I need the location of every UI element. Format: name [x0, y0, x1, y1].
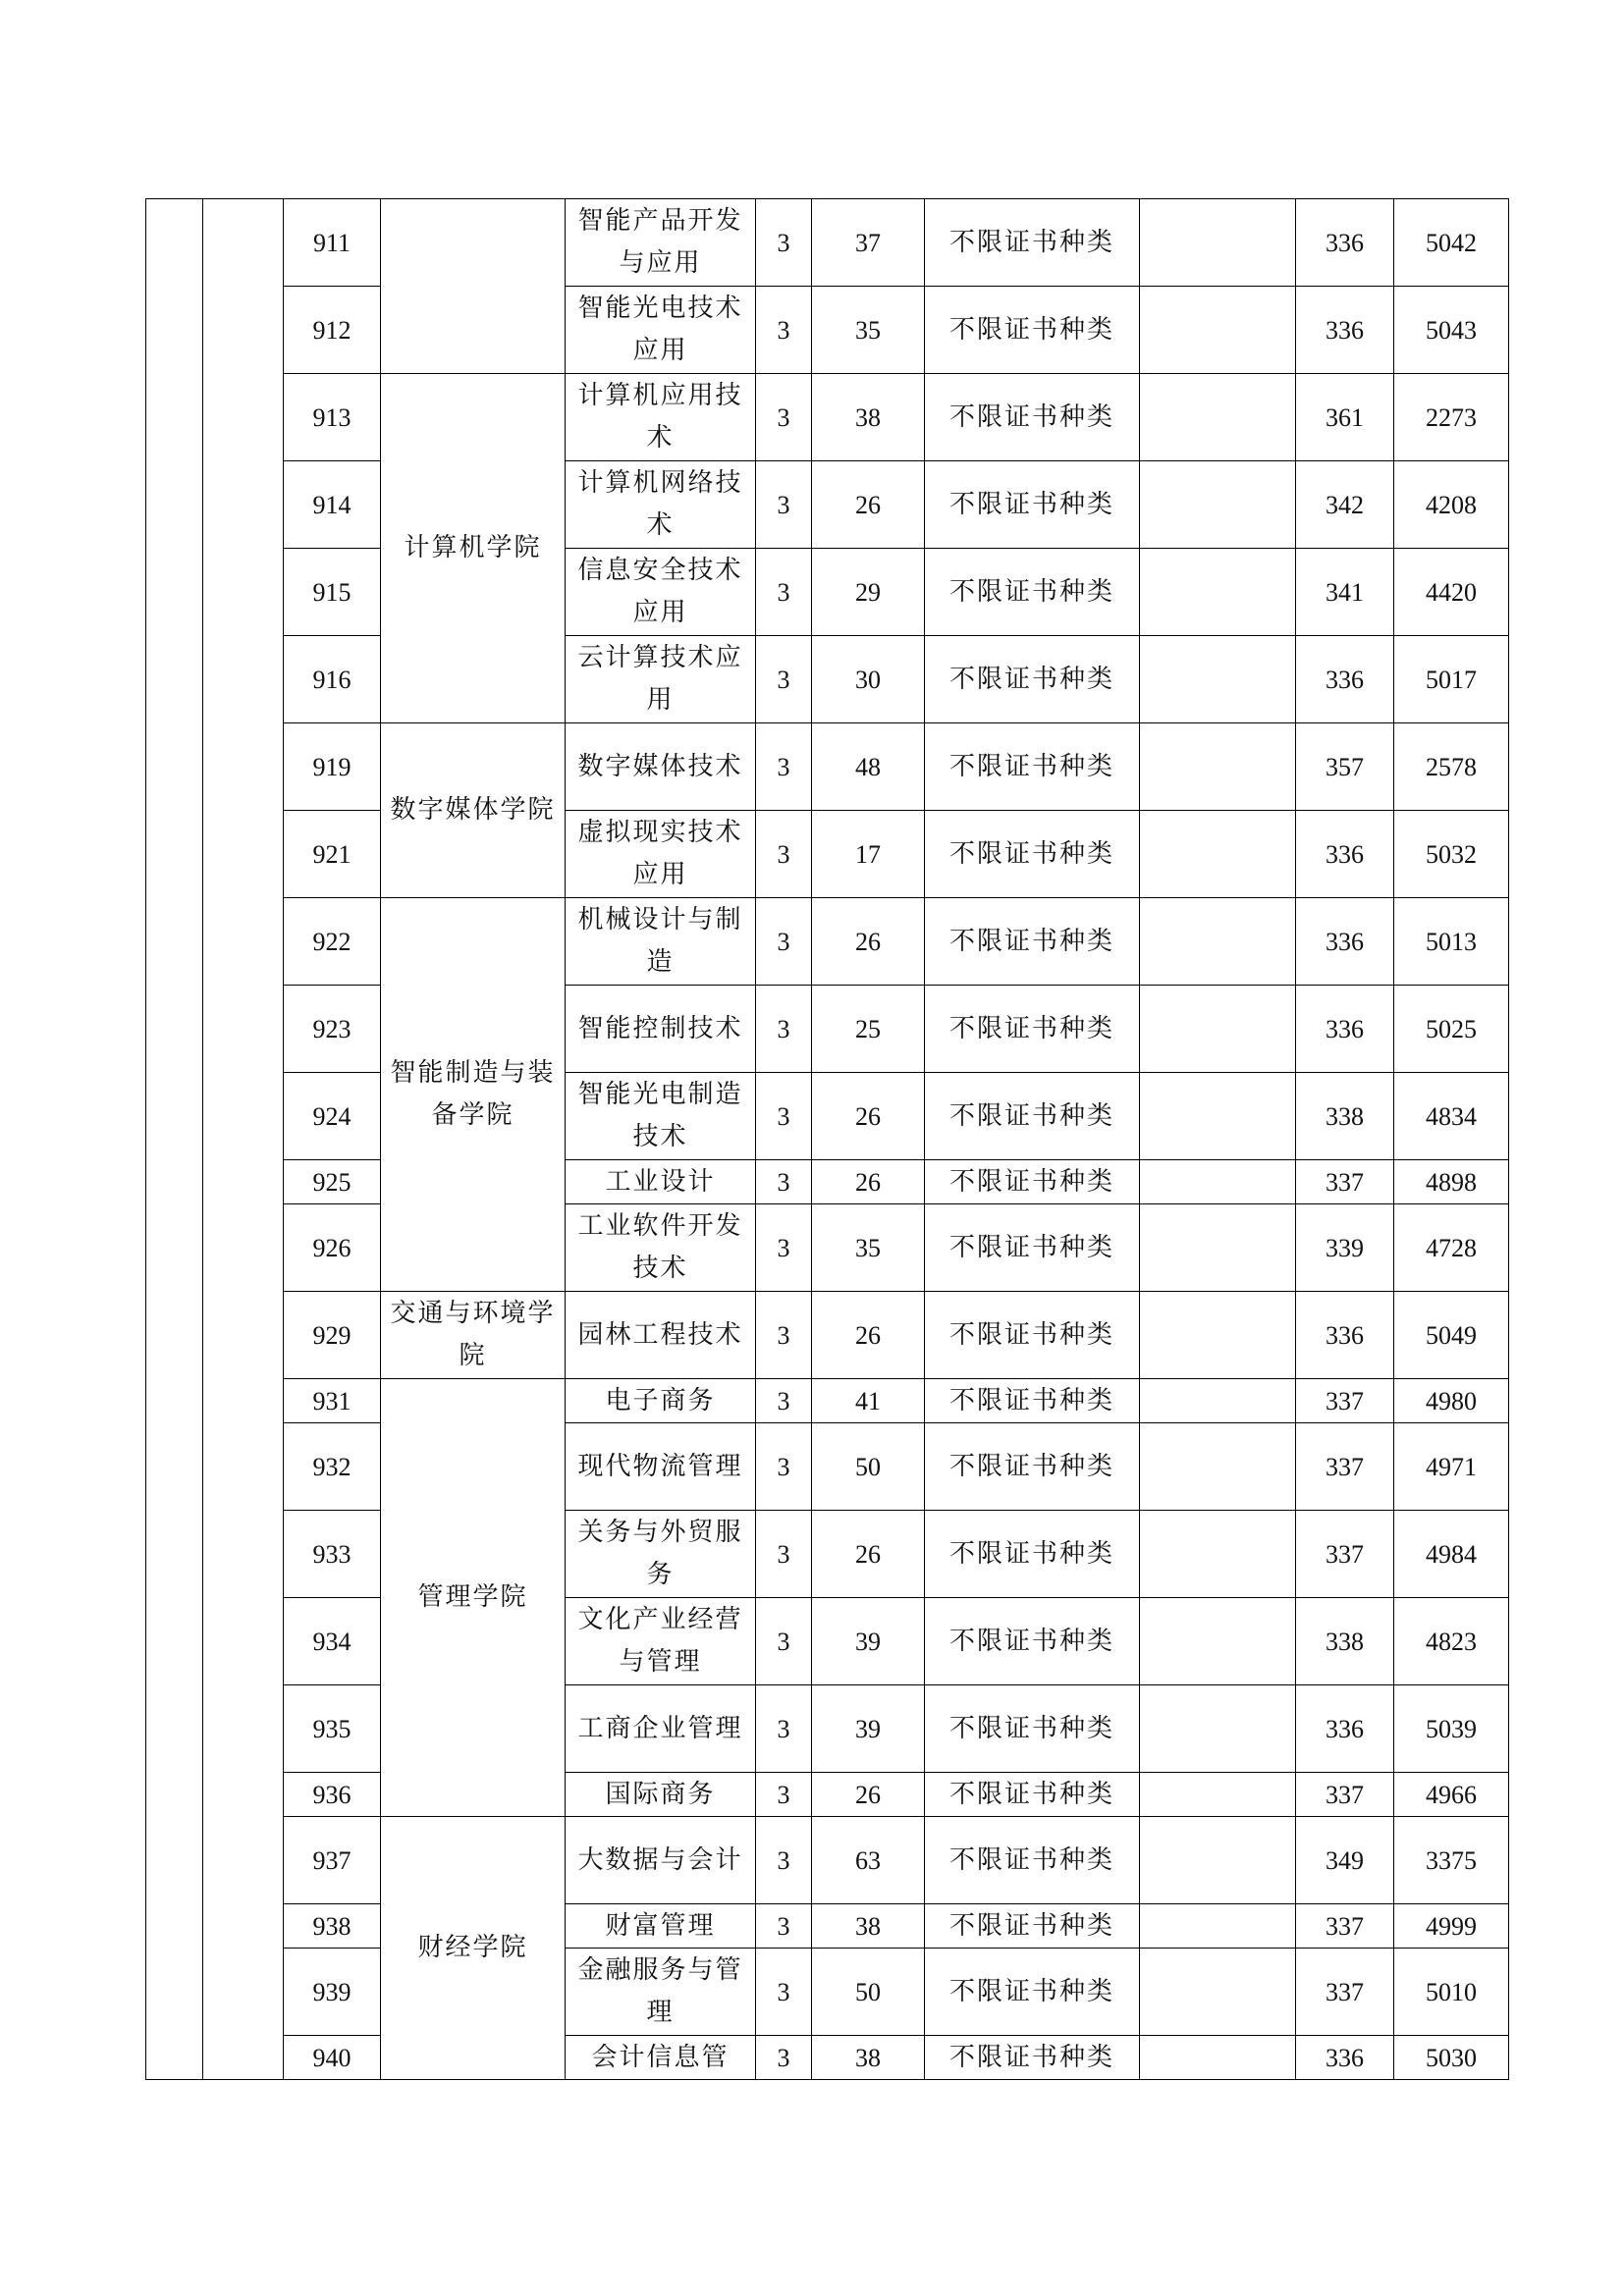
- min-score-cell: 337: [1296, 1423, 1394, 1511]
- certificate-cell: 不限证书种类: [925, 1160, 1140, 1204]
- table-row: [146, 2036, 1509, 2080]
- min-score-cell: 361: [1296, 374, 1394, 461]
- major-name-cell: 智能产品开发与应用: [566, 199, 756, 287]
- major-code-cell: 922: [284, 898, 381, 986]
- min-score-cell: 336: [1296, 287, 1394, 374]
- certificate-cell: 不限证书种类: [925, 2036, 1140, 2080]
- years-cell: 3: [756, 1773, 812, 1817]
- min-score-cell: 338: [1296, 1598, 1394, 1685]
- note-cell: [1140, 1073, 1296, 1160]
- major-code-cell: 923: [284, 986, 381, 1073]
- certificate-cell: 不限证书种类: [925, 1773, 1140, 1817]
- major-code-cell: 914: [284, 461, 381, 549]
- major-name-cell: 金融服务与管理: [566, 1949, 756, 2036]
- min-score-cell: 336: [1296, 986, 1394, 1073]
- major-code-cell: 925: [284, 1160, 381, 1204]
- table-row: [146, 374, 1509, 461]
- min-rank-cell: 4834: [1394, 1073, 1509, 1160]
- min-score-cell: 337: [1296, 1379, 1394, 1423]
- min-score-cell: 337: [1296, 1160, 1394, 1204]
- major-code-cell: 916: [284, 636, 381, 723]
- major-code-cell: 932: [284, 1423, 381, 1511]
- min-rank-cell: 5010: [1394, 1949, 1509, 2036]
- certificate-cell: 不限证书种类: [925, 723, 1140, 811]
- college-cell: [381, 199, 566, 374]
- table-row: [146, 1204, 1509, 1292]
- min-rank-cell: 5032: [1394, 811, 1509, 898]
- major-code-cell: 936: [284, 1773, 381, 1817]
- note-cell: [1140, 1423, 1296, 1511]
- table-row: [146, 1598, 1509, 1685]
- certificate-cell: 不限证书种类: [925, 461, 1140, 549]
- plan-count-cell: 48: [812, 723, 925, 811]
- major-code-cell: 919: [284, 723, 381, 811]
- plan-count-cell: 50: [812, 1423, 925, 1511]
- years-cell: 3: [756, 199, 812, 287]
- min-rank-cell: 2273: [1394, 374, 1509, 461]
- certificate-cell: 不限证书种类: [925, 1073, 1140, 1160]
- note-cell: [1140, 1160, 1296, 1204]
- major-code-cell: 938: [284, 1904, 381, 1949]
- note-cell: [1140, 1511, 1296, 1598]
- major-name-cell: 机械设计与制造: [566, 898, 756, 986]
- certificate-cell: 不限证书种类: [925, 1511, 1140, 1598]
- min-rank-cell: 4971: [1394, 1423, 1509, 1511]
- note-cell: [1140, 898, 1296, 986]
- table-row: [146, 1379, 1509, 1423]
- certificate-cell: 不限证书种类: [925, 811, 1140, 898]
- min-score-cell: 336: [1296, 2036, 1394, 2080]
- years-cell: 3: [756, 1685, 812, 1773]
- note-cell: [1140, 1949, 1296, 2036]
- table-row: [146, 986, 1509, 1073]
- note-cell: [1140, 461, 1296, 549]
- certificate-cell: 不限证书种类: [925, 549, 1140, 636]
- table-row: [146, 811, 1509, 898]
- note-cell: [1140, 1598, 1296, 1685]
- note-cell: [1140, 1817, 1296, 1904]
- plan-count-cell: 63: [812, 1817, 925, 1904]
- table-row: [146, 1292, 1509, 1379]
- note-cell: [1140, 986, 1296, 1073]
- plan-count-cell: 25: [812, 986, 925, 1073]
- blank-cell-a: [146, 199, 203, 2080]
- note-cell: [1140, 374, 1296, 461]
- min-rank-cell: 4420: [1394, 549, 1509, 636]
- certificate-cell: 不限证书种类: [925, 986, 1140, 1073]
- min-rank-cell: 5049: [1394, 1292, 1509, 1379]
- major-name-cell: 现代物流管理: [566, 1423, 756, 1511]
- years-cell: 3: [756, 1817, 812, 1904]
- note-cell: [1140, 199, 1296, 287]
- plan-count-cell: 38: [812, 2036, 925, 2080]
- major-code-cell: 913: [284, 374, 381, 461]
- note-cell: [1140, 1685, 1296, 1773]
- years-cell: 3: [756, 549, 812, 636]
- plan-count-cell: 26: [812, 1773, 925, 1817]
- min-score-cell: 339: [1296, 1204, 1394, 1292]
- certificate-cell: 不限证书种类: [925, 1904, 1140, 1949]
- plan-count-cell: 38: [812, 374, 925, 461]
- min-rank-cell: 5039: [1394, 1685, 1509, 1773]
- note-cell: [1140, 2036, 1296, 2080]
- min-score-cell: 336: [1296, 811, 1394, 898]
- min-rank-cell: 4898: [1394, 1160, 1509, 1204]
- table-row: [146, 199, 1509, 287]
- min-score-cell: 337: [1296, 1904, 1394, 1949]
- plan-count-cell: 26: [812, 1073, 925, 1160]
- years-cell: 3: [756, 1073, 812, 1160]
- plan-count-cell: 39: [812, 1685, 925, 1773]
- min-score-cell: 336: [1296, 199, 1394, 287]
- years-cell: 3: [756, 1160, 812, 1204]
- plan-count-cell: 35: [812, 1204, 925, 1292]
- major-name-cell: 智能光电制造技术: [566, 1073, 756, 1160]
- table-row: [146, 1773, 1509, 1817]
- major-name-cell: 云计算技术应用: [566, 636, 756, 723]
- major-name-cell: 数字媒体技术: [566, 723, 756, 811]
- years-cell: 3: [756, 2036, 812, 2080]
- note-cell: [1140, 636, 1296, 723]
- major-name-cell: 文化产业经营与管理: [566, 1598, 756, 1685]
- years-cell: 3: [756, 1379, 812, 1423]
- major-code-cell: 915: [284, 549, 381, 636]
- admission-table: [145, 198, 1509, 2080]
- note-cell: [1140, 1904, 1296, 1949]
- table-row: [146, 1817, 1509, 1904]
- plan-count-cell: 29: [812, 549, 925, 636]
- table-row: [146, 1423, 1509, 1511]
- major-name-cell: 工商企业管理: [566, 1685, 756, 1773]
- major-name-cell: 大数据与会计: [566, 1817, 756, 1904]
- major-code-cell: 911: [284, 199, 381, 287]
- years-cell: 3: [756, 1292, 812, 1379]
- min-score-cell: 338: [1296, 1073, 1394, 1160]
- min-rank-cell: 5017: [1394, 636, 1509, 723]
- certificate-cell: 不限证书种类: [925, 1817, 1140, 1904]
- min-rank-cell: 4823: [1394, 1598, 1509, 1685]
- years-cell: 3: [756, 811, 812, 898]
- major-name-cell: 园林工程技术: [566, 1292, 756, 1379]
- plan-count-cell: 26: [812, 1292, 925, 1379]
- min-score-cell: 336: [1296, 1685, 1394, 1773]
- plan-count-cell: 41: [812, 1379, 925, 1423]
- plan-count-cell: 37: [812, 199, 925, 287]
- major-code-cell: 929: [284, 1292, 381, 1379]
- years-cell: 3: [756, 723, 812, 811]
- note-cell: [1140, 1204, 1296, 1292]
- min-score-cell: 337: [1296, 1511, 1394, 1598]
- major-name-cell: 虚拟现实技术应用: [566, 811, 756, 898]
- years-cell: 3: [756, 1904, 812, 1949]
- certificate-cell: 不限证书种类: [925, 1379, 1140, 1423]
- min-rank-cell: 5042: [1394, 199, 1509, 287]
- certificate-cell: 不限证书种类: [925, 1598, 1140, 1685]
- plan-count-cell: 35: [812, 287, 925, 374]
- table-row: [146, 461, 1509, 549]
- plan-count-cell: 38: [812, 1904, 925, 1949]
- certificate-cell: 不限证书种类: [925, 636, 1140, 723]
- plan-count-cell: 26: [812, 1511, 925, 1598]
- min-rank-cell: 4966: [1394, 1773, 1509, 1817]
- major-code-cell: 940: [284, 2036, 381, 2080]
- note-cell: [1140, 723, 1296, 811]
- min-score-cell: 336: [1296, 636, 1394, 723]
- note-cell: [1140, 287, 1296, 374]
- plan-count-cell: 50: [812, 1949, 925, 2036]
- note-cell: [1140, 1292, 1296, 1379]
- major-code-cell: 921: [284, 811, 381, 898]
- min-rank-cell: 3375: [1394, 1817, 1509, 1904]
- min-rank-cell: 4728: [1394, 1204, 1509, 1292]
- college-cell: 智能制造与装备学院: [381, 898, 566, 1292]
- certificate-cell: 不限证书种类: [925, 374, 1140, 461]
- major-code-cell: 912: [284, 287, 381, 374]
- note-cell: [1140, 1773, 1296, 1817]
- plan-count-cell: 30: [812, 636, 925, 723]
- years-cell: 3: [756, 1204, 812, 1292]
- years-cell: 3: [756, 636, 812, 723]
- min-score-cell: 336: [1296, 898, 1394, 986]
- major-name-cell: 智能控制技术: [566, 986, 756, 1073]
- min-rank-cell: 5013: [1394, 898, 1509, 986]
- table-body: [146, 199, 1509, 2080]
- major-name-cell: 计算机应用技术: [566, 374, 756, 461]
- certificate-cell: 不限证书种类: [925, 287, 1140, 374]
- table-row: [146, 1904, 1509, 1949]
- certificate-cell: 不限证书种类: [925, 1949, 1140, 2036]
- years-cell: 3: [756, 898, 812, 986]
- college-cell: 管理学院: [381, 1379, 566, 1817]
- years-cell: 3: [756, 461, 812, 549]
- min-rank-cell: 4208: [1394, 461, 1509, 549]
- major-code-cell: 934: [284, 1598, 381, 1685]
- years-cell: 3: [756, 1511, 812, 1598]
- years-cell: 3: [756, 1598, 812, 1685]
- major-name-cell: 会计信息管: [566, 2036, 756, 2080]
- major-code-cell: 939: [284, 1949, 381, 2036]
- college-cell: 财经学院: [381, 1817, 566, 2080]
- major-name-cell: 计算机网络技术: [566, 461, 756, 549]
- major-code-cell: 926: [284, 1204, 381, 1292]
- table-row: [146, 1160, 1509, 1204]
- major-name-cell: 国际商务: [566, 1773, 756, 1817]
- years-cell: 3: [756, 986, 812, 1073]
- certificate-cell: 不限证书种类: [925, 898, 1140, 986]
- table-row: [146, 549, 1509, 636]
- min-rank-cell: 4984: [1394, 1511, 1509, 1598]
- certificate-cell: 不限证书种类: [925, 1685, 1140, 1773]
- table-row: [146, 1685, 1509, 1773]
- certificate-cell: 不限证书种类: [925, 1292, 1140, 1379]
- table-row: [146, 1511, 1509, 1598]
- certificate-cell: 不限证书种类: [925, 1423, 1140, 1511]
- years-cell: 3: [756, 287, 812, 374]
- major-code-cell: 933: [284, 1511, 381, 1598]
- certificate-cell: 不限证书种类: [925, 1204, 1140, 1292]
- min-rank-cell: 2578: [1394, 723, 1509, 811]
- min-score-cell: 337: [1296, 1773, 1394, 1817]
- major-code-cell: 931: [284, 1379, 381, 1423]
- min-score-cell: 357: [1296, 723, 1394, 811]
- min-rank-cell: 5030: [1394, 2036, 1509, 2080]
- college-cell: 数字媒体学院: [381, 723, 566, 898]
- plan-count-cell: 26: [812, 1160, 925, 1204]
- table-row: [146, 1949, 1509, 2036]
- note-cell: [1140, 1379, 1296, 1423]
- min-rank-cell: 5025: [1394, 986, 1509, 1073]
- min-score-cell: 342: [1296, 461, 1394, 549]
- table-row: [146, 898, 1509, 986]
- years-cell: 3: [756, 374, 812, 461]
- min-score-cell: 341: [1296, 549, 1394, 636]
- major-name-cell: 工业软件开发技术: [566, 1204, 756, 1292]
- years-cell: 3: [756, 1423, 812, 1511]
- min-score-cell: 349: [1296, 1817, 1394, 1904]
- college-cell: 计算机学院: [381, 374, 566, 723]
- table-row: [146, 1073, 1509, 1160]
- major-name-cell: 财富管理: [566, 1904, 756, 1949]
- plan-count-cell: 26: [812, 461, 925, 549]
- min-score-cell: 337: [1296, 1949, 1394, 2036]
- years-cell: 3: [756, 1949, 812, 2036]
- major-name-cell: 关务与外贸服务: [566, 1511, 756, 1598]
- major-code-cell: 924: [284, 1073, 381, 1160]
- plan-count-cell: 17: [812, 811, 925, 898]
- major-name-cell: 信息安全技术应用: [566, 549, 756, 636]
- min-rank-cell: 4999: [1394, 1904, 1509, 1949]
- table-row: [146, 636, 1509, 723]
- note-cell: [1140, 549, 1296, 636]
- college-cell: 交通与环境学院: [381, 1292, 566, 1379]
- min-rank-cell: 5043: [1394, 287, 1509, 374]
- major-code-cell: 935: [284, 1685, 381, 1773]
- plan-count-cell: 26: [812, 898, 925, 986]
- major-name-cell: 工业设计: [566, 1160, 756, 1204]
- major-name-cell: 电子商务: [566, 1379, 756, 1423]
- min-rank-cell: 4980: [1394, 1379, 1509, 1423]
- min-score-cell: 336: [1296, 1292, 1394, 1379]
- major-name-cell: 智能光电技术应用: [566, 287, 756, 374]
- certificate-cell: 不限证书种类: [925, 199, 1140, 287]
- plan-count-cell: 39: [812, 1598, 925, 1685]
- major-code-cell: 937: [284, 1817, 381, 1904]
- note-cell: [1140, 811, 1296, 898]
- table-row: [146, 723, 1509, 811]
- table-row: [146, 287, 1509, 374]
- blank-cell-b: [203, 199, 284, 2080]
